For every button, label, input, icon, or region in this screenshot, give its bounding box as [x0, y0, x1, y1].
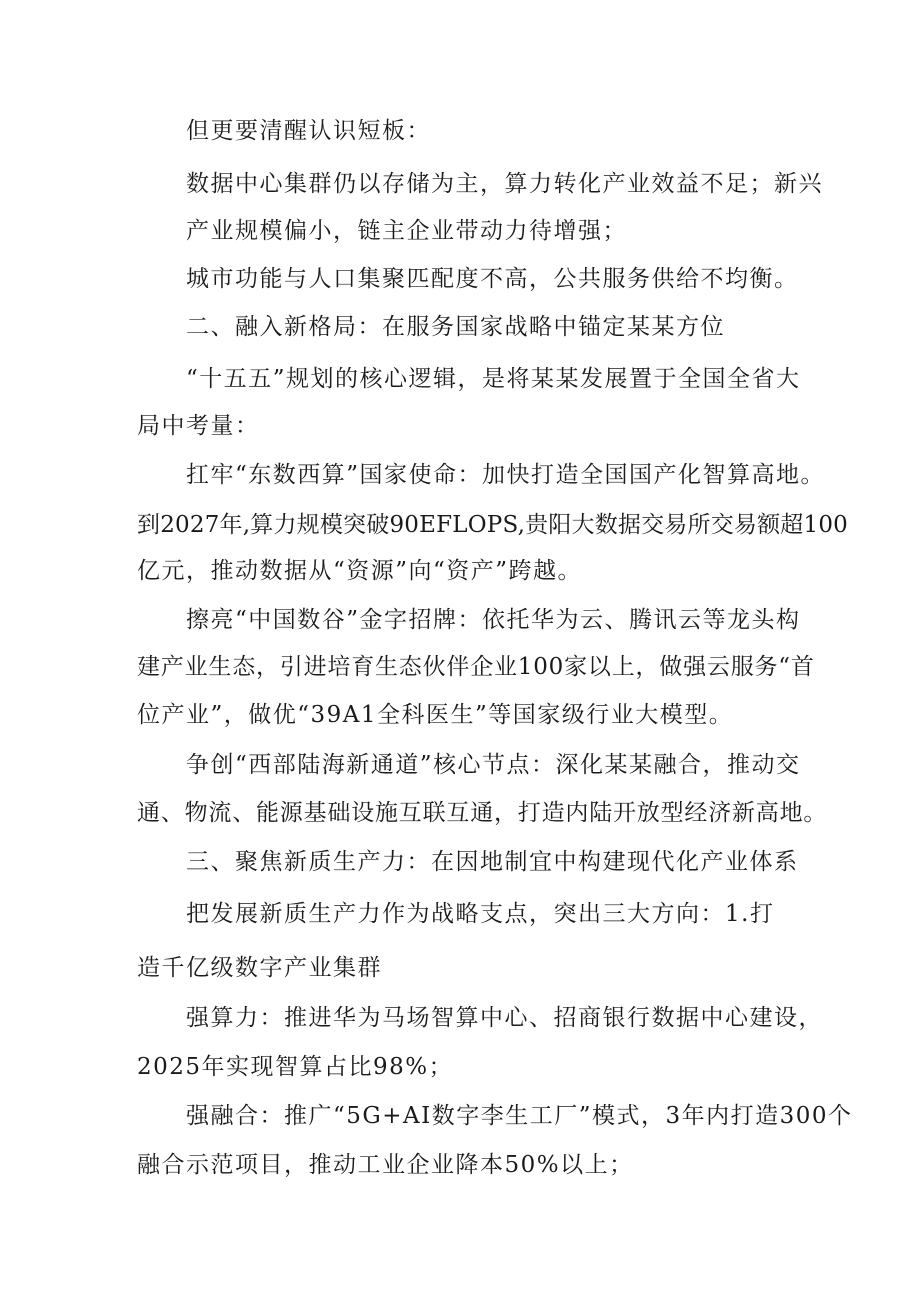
p8-line2: 通、物流、能源基础设施互联互通，打造内陆开放型经济新高地。 [137, 800, 828, 826]
p7-line3: 位产业”，做优“39A1全科医生”等国家级行业大模型。 [137, 702, 734, 728]
p1-line1: 但更要清醒认识短板： [186, 118, 431, 144]
section-heading-2: 二、融入新格局：在服务国家战略中锚定某某方位 [186, 314, 725, 340]
p12-line1: 强融合：推广“5G+AI数字李生工厂”模式，3年内打造300个 [186, 1103, 853, 1129]
p12-line2: 融合示范项目，推动工业企业降本50%以上； [137, 1152, 634, 1178]
p6-line1: 扛牢“东数西算”国家使命：加快打造全国国产化智算高地。 [186, 462, 826, 488]
p11-line1: 强算力：推进华为马场智算中心、招商银行数据中心建设， [186, 1005, 823, 1031]
section-heading-3: 三、聚焦新质生产力：在因地制宜中构建现代化产业体系 [186, 849, 799, 875]
p2-line2: 产业规模偏小，链主企业带动力待增强； [186, 218, 627, 244]
p8-line1: 争创“西部陆海新通道”核心节点：深化某某融合，推动交 [186, 752, 801, 778]
p7-line2: 建产业生态，引进培育生态伙伴企业100家以上，做强云服务“首 [137, 654, 815, 680]
p3-line1: 城市功能与人口集聚匹配度不高，公共服务供给不均衡。 [186, 266, 799, 292]
p10-line2: 造千亿级数字产业集群 [137, 955, 382, 981]
p7-line1: 擦亮“中国数谷”金字招牌：依托华为云、腾讯云等龙头构 [186, 607, 801, 633]
p6-line3: 亿元，推动数据从“资源”向“资产”跨越。 [137, 558, 583, 584]
p10-line1: 把发展新质生产力作为战略支点，突出三大方向：1.打 [186, 901, 775, 927]
p5-line2: 局中考量： [137, 413, 260, 439]
p5-line1: “十五五”规划的核心逻辑，是将某某发展置于全国全省大 [186, 366, 801, 392]
p2-line1: 数据中心集群仍以存储为主，算力转化产业效益不足；新兴 [186, 171, 823, 197]
p11-line2: 2025年实现智算占比98%； [137, 1054, 454, 1080]
p6-line2: 到2027年,算力规模突破90EFLOPS,贵阳大数据交易所交易额超100 [137, 512, 849, 538]
